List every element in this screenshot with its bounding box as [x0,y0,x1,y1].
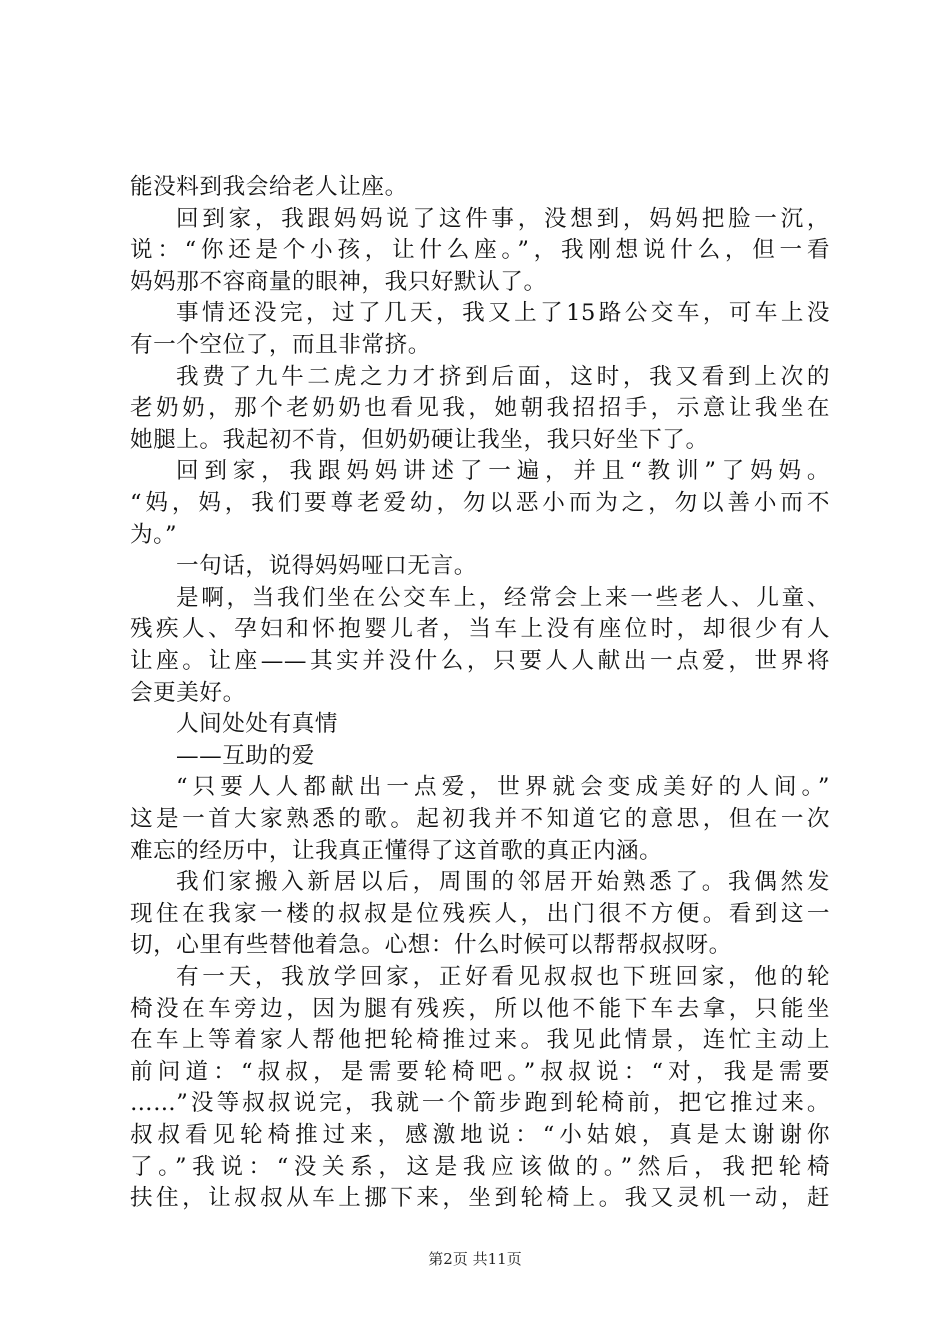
text-line: 会更美好。 [130,679,246,706]
text-line: 在车上等着家人帮他把轮椅推过来。我见此情景，连忙主动上 [130,1027,830,1054]
text-line: ……”没等叔叔说完，我就一个箭步跑到轮椅前，把它推过来。 [130,1090,830,1117]
text-line: 人间处处有真情 [176,711,339,738]
text-line: 扶住，让叔叔从车上挪下来，坐到轮椅上。我又灵机一动，赶 [130,1185,830,1212]
text-line: 我费了九牛二虎之力才挤到后面，这时，我又看到上次的 [176,363,830,390]
text-line: 妈妈那不容商量的眼神，我只好默认了。 [130,268,547,295]
text-line: 现住在我家一楼的叔叔是位残疾人，出门很不方便。看到这一 [130,900,830,927]
text-line: 能没料到我会给老人让座。 [130,174,408,200]
text-line: 老奶奶，那个老奶奶也看见我，她朝我招招手，示意让我坐在 [130,395,830,422]
text-line: 叔叔看见轮椅推过来，感激地说：“小姑娘，真是太谢谢你 [130,1122,830,1148]
text-line: 事情还没完，过了几天，我又上了15路公交车，可车上没 [176,300,830,327]
text-line: 切，心里有些替他着急。心想：什么时候可以帮帮叔叔呀。 [130,932,732,959]
text-line: 难忘的经历中，让我真正懂得了这首歌的真正内涵。 [130,837,663,864]
text-line: 我们家搬入新居以后，周围的邻居开始熟悉了。我偶然发 [176,869,830,896]
text-line: 了。”我说：“没关系，这是我应该做的。”然后，我把轮椅 [130,1153,830,1180]
text-line: 有一天，我放学回家，正好看见叔叔也下班回家，他的轮 [176,964,830,990]
text-line: “妈，妈，我们要尊老爱幼，勿以恶小而为之，勿以善小而不 [130,490,830,516]
text-line: 回到家，我跟妈妈讲述了一遍，并且“教训”了妈妈。 [176,458,830,485]
text-line: 她腿上。我起初不肯，但奶奶硬让我坐，我只好坐下了。 [130,426,709,453]
text-line: 是啊，当我们坐在公交车上，经常会上来一些老人、儿童、 [176,584,830,611]
text-line: 残疾人、孕妇和怀抱婴儿者，当车上没有座位时，却很少有人 [130,616,830,643]
text-line: 一句话，说得妈妈哑口无言。 [176,553,477,580]
text-line: “只要人人都献出一点爱，世界就会变成美好的人间。” [176,774,830,801]
text-line: 前问道：“叔叔，是需要轮椅吧。”叔叔说：“对，我是需要 [130,1058,830,1085]
text-line: 为。” [130,521,178,548]
text-line: 回到家，我跟妈妈说了这件事，没想到，妈妈把脸一沉， [176,205,830,232]
text-line: 椅没在车旁边，因为腿有残疾，所以他不能下车去拿，只能坐 [130,995,830,1022]
text-line: 说：“你还是个小孩，让什么座。”，我刚想说什么，但一看 [130,237,830,264]
text-line: 这是一首大家熟悉的歌。起初我并不知道它的意思，但在一次 [130,806,830,832]
text-line: 有一个空位了，而且非常挤。 [130,332,431,358]
page-footer: 第2页 共11页 [428,1250,522,1268]
text-line: 让座。让座——其实并没什么，只要人人献出一点爱，世界将 [130,648,830,674]
text-line: ——互助的爱 [176,742,315,769]
